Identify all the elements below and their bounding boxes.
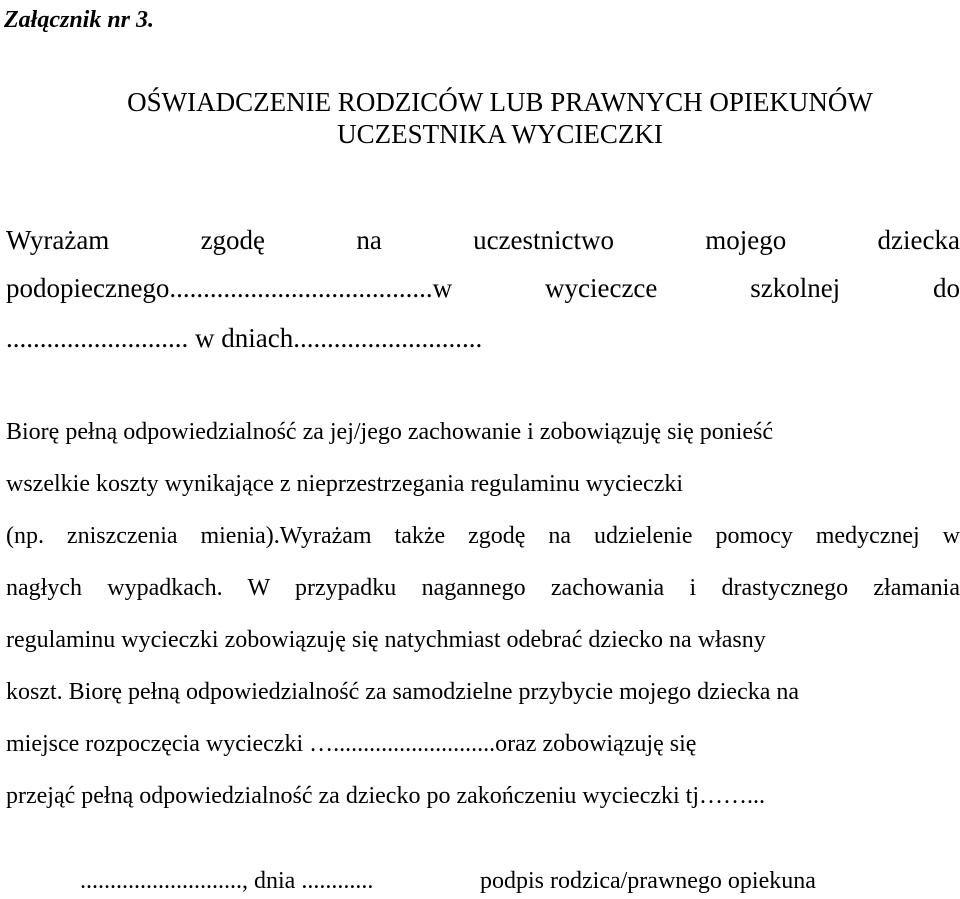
title-line-2: UCZESTNIKA WYCIECZKI [337, 119, 663, 149]
consent-line-2: podopiecznego.......................................w wycieczce szkolnej do [6, 273, 960, 303]
paragraph-line-7: miejsce rozpoczęcia wycieczki …...........................oraz zobowiązuję się [6, 731, 697, 757]
paragraph-line-4: nagłych wypadkach. W przypadku nagannego zachowania i drastycznego złamania [6, 575, 960, 601]
responsibility-paragraph [6, 406, 960, 822]
paragraph-line-8: przejąć pełną odpowiedzialność za dziecko po zakończeniu wycieczki tj……... [6, 783, 765, 809]
place-date-field: ..........................., dnia ............ [80, 868, 374, 894]
title-line-1: OŚWIADCZENIE RODZICÓW LUB PRAWNYCH OPIEKUNÓW [127, 87, 873, 117]
signature-label: podpis rodzica/prawnego opiekuna [480, 868, 816, 894]
annex-label: Załącznik nr 3. [4, 7, 155, 33]
paragraph-line-6: koszt. Biorę pełną odpowiedzialność za samodzielne przybycie mojego dziecka na [6, 679, 800, 705]
paragraph-line-5: regulaminu wycieczki zobowiązuję się natychmiast odebrać dziecko na własny [6, 627, 766, 653]
paragraph-line-1: Biorę pełną odpowiedzialność za jej/jego zachowanie i zobowiązuję się ponieść [6, 419, 774, 445]
consent-line-1: Wyrażam zgodę na uczestnictwo mojego dziecka [6, 225, 960, 255]
paragraph-line-2: wszelkie koszty wynikające z nieprzestrzegania regulaminu wycieczki [6, 471, 684, 497]
document-title [0, 86, 960, 150]
paragraph-line-3: (np. zniszczenia mienia).Wyrażam także zgodę na udzielenie pomocy medycznej w [6, 523, 960, 549]
consent-line-3: ........................... w dniach............................ [6, 323, 483, 353]
